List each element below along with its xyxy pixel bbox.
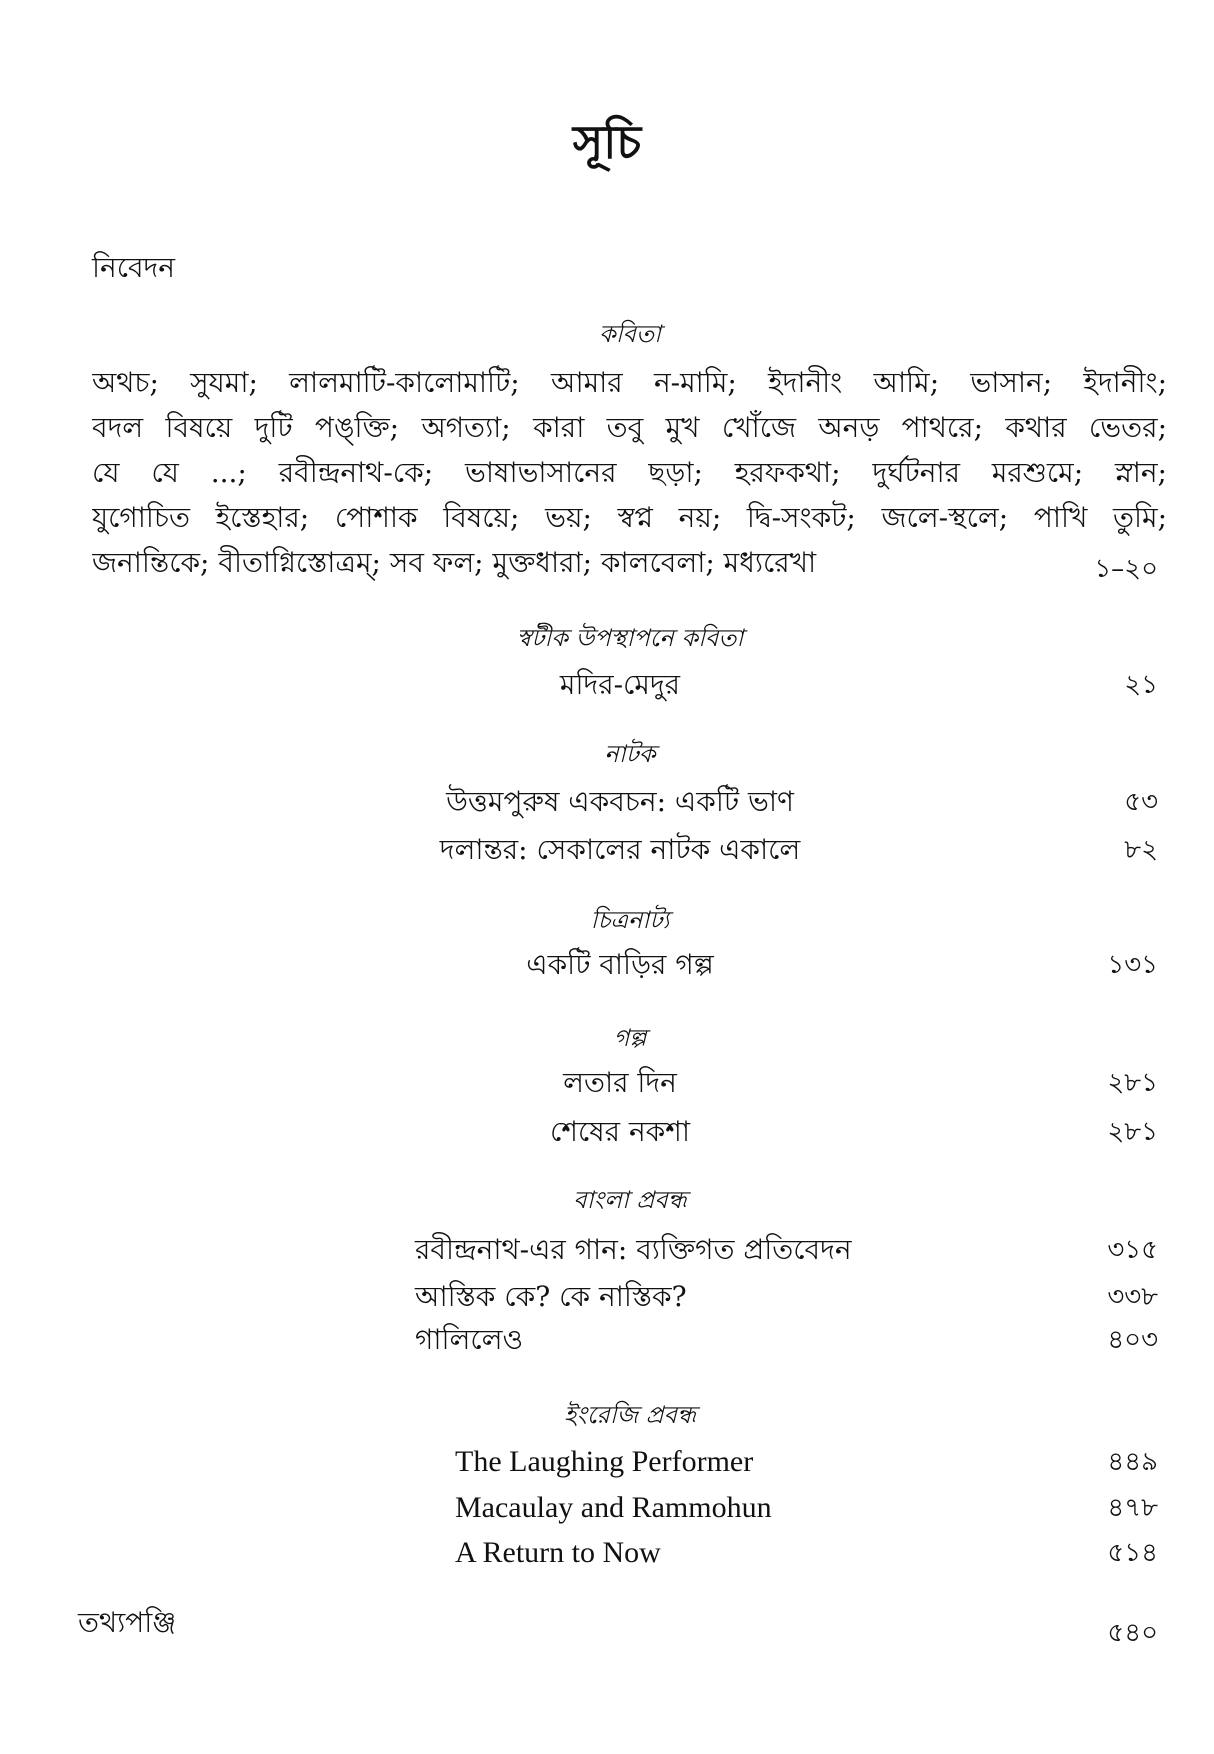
- toc-entry: A Return to Now: [455, 1536, 661, 1569]
- poem-line: বদল বিষয়ে দুটি পঙ্‌ক্তি; অগত্যা; কারা তবু মুখ খোঁজে অনড় পাথরে; কথার ভেতর;: [92, 411, 1167, 444]
- toc-entry: Macaulay and Rammohun: [455, 1491, 772, 1524]
- section-heading-stories: গল্প: [613, 1024, 647, 1052]
- section-heading-screenplay: চিত্রনাট্য: [590, 906, 670, 934]
- toc-entry: উত্তমপুরুষ একবচন: একটি ভাণ: [446, 785, 794, 818]
- section-heading-poems: কবিতা: [599, 320, 661, 348]
- page-number: ২১: [1124, 670, 1158, 700]
- poem-line: অথচ; সুযমা; লালমাটি-কালোমাটি; আমার ন-মামি; ইদানীং আমি; ভাসান; ইদানীং;: [92, 366, 1167, 399]
- page-number: ৩১৫: [1107, 1235, 1158, 1265]
- toc-entry: লতার দিন: [563, 1066, 677, 1099]
- page-number: ২৮১: [1107, 1117, 1158, 1147]
- page-number: ৫১৪: [1107, 1538, 1158, 1568]
- page-number: ১৩১: [1107, 950, 1158, 980]
- section-heading-bengali-essays: বাংলা প্রবন্ধ: [573, 1186, 687, 1214]
- poem-line: যুগোচিত ইস্তেহার; পোশাক বিষয়ে; ভয়; স্বপ্ন নয়; দ্বি-সংকট; জলে-স্থলে; পাখি তুমি;: [92, 501, 1167, 534]
- toc-entry: গালিলেও: [415, 1323, 524, 1356]
- toc-entry: দলান্তর: সেকালের নাটক একালে: [439, 833, 801, 866]
- section-heading-annotated-poems: স্বটীক উপস্থাপনে কবিতা: [516, 624, 744, 652]
- toc-entry: The Laughing Performer: [455, 1445, 754, 1478]
- page-number: ১–২০: [1094, 554, 1158, 584]
- page-title: সূচি: [572, 115, 642, 169]
- toc-entry: শেষের নকশা: [550, 1115, 690, 1148]
- appendix-entry: তথ্যপঞ্জি: [78, 1606, 177, 1639]
- toc-entry: আস্তিক কে? কে নাস্তিক?: [415, 1280, 687, 1313]
- poem-line: যে যে ...; রবীন্দ্রনাথ-কে; ভাষাভাসানের ছড়া; হরফকথা; দুর্ঘটনার মরশুমে; স্নান;: [92, 456, 1167, 489]
- page-number: ৪৪৯: [1107, 1447, 1158, 1477]
- toc-entry: রবীন্দ্রনাথ-এর গান: ব্যক্তিগত প্রতিবেদন: [415, 1233, 852, 1266]
- page-number: ৫৪০: [1107, 1618, 1158, 1648]
- toc-entry: মদির-মেদুর: [559, 668, 681, 701]
- section-heading-english-essays: ইংরেজি প্রবন্ধ: [564, 1401, 696, 1429]
- poem-list: [92, 360, 1167, 585]
- page-number: ৫৩: [1124, 787, 1158, 817]
- preface-entry: নিবেদন: [92, 251, 175, 284]
- toc-entry: একটি বাড়ির গল্প: [526, 948, 714, 981]
- poem-line: জনান্তিকে; বীতাগ্নিস্তোত্রম্‌; সব ফল; মুক্তধারা; কালবেলা; মধ্যরেখা: [92, 546, 817, 579]
- page-number: ২৮১: [1107, 1068, 1158, 1098]
- page-number: ৪০৩: [1107, 1325, 1158, 1355]
- page-number: ৩৩৮: [1107, 1282, 1158, 1312]
- page-number: ৪৭৮: [1107, 1493, 1158, 1523]
- page-number: ৮২: [1124, 835, 1158, 865]
- section-heading-plays: নাটক: [604, 740, 656, 768]
